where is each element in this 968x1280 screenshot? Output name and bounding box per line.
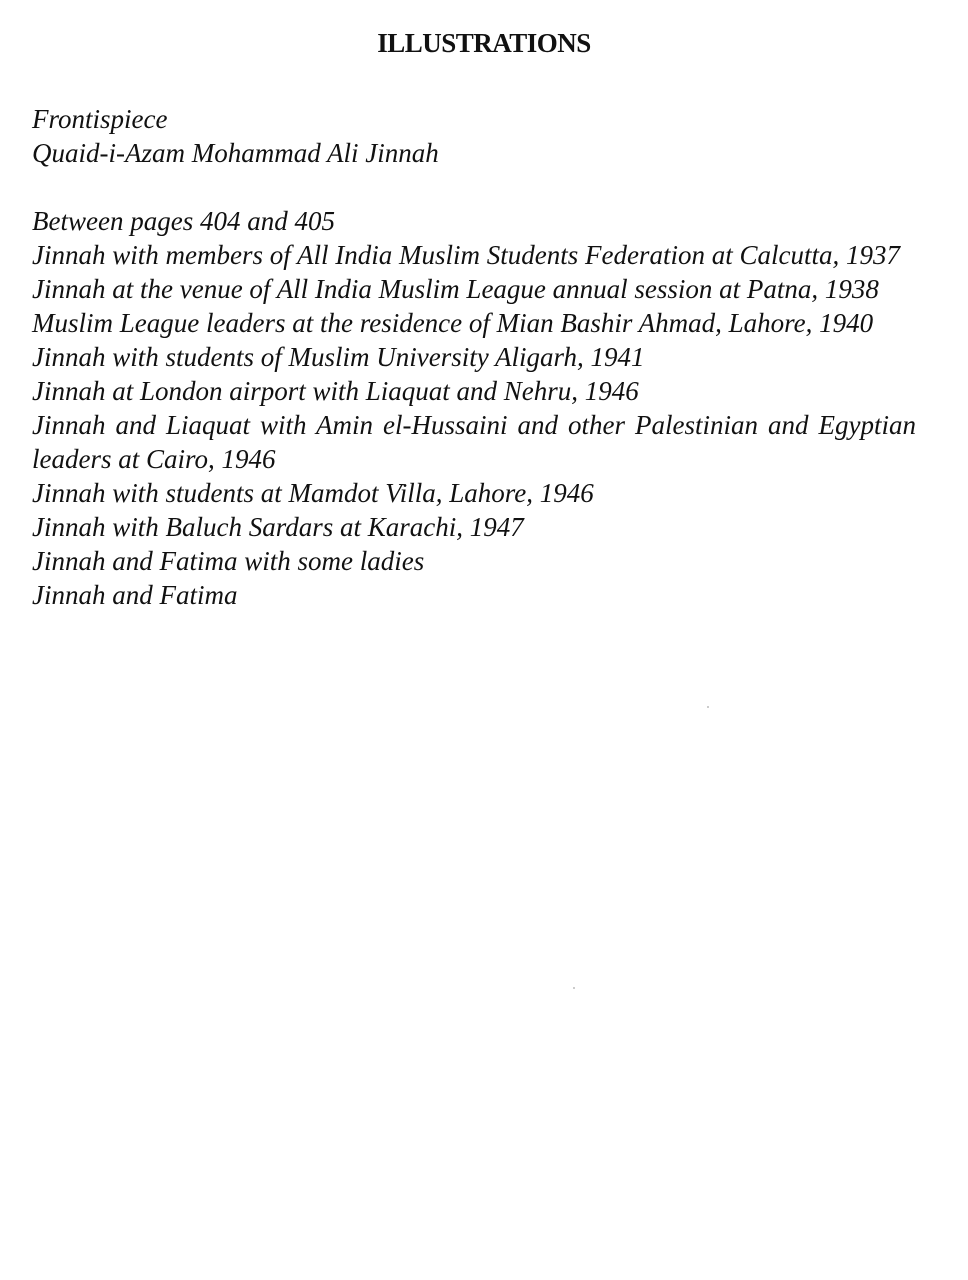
plate-entry: Jinnah and Liaquat with Amin el-Hussaini and other Palestinian and Egyptian leaders at Cairo, 1946 — [32, 410, 916, 474]
plate-entry: Muslim League leaders at the residence of Mian Bashir Ahmad, Lahore, 1940 — [32, 308, 874, 338]
scan-speck — [707, 706, 709, 708]
plate-entry: Jinnah at the venue of All India Muslim League annual session at Patna, 1938 — [32, 274, 879, 304]
plate-entry: Jinnah and Fatima with some ladies — [32, 546, 425, 576]
illustrations-list — [32, 102, 916, 612]
frontispiece-section — [32, 102, 916, 170]
plate-entry: Jinnah and Fatima — [32, 580, 238, 610]
plate-entry: Jinnah with Baluch Sardars at Karachi, 1947 — [32, 512, 524, 542]
plate-entry: Jinnah with students at Mamdot Villa, Lahore, 1946 — [32, 478, 594, 508]
plate-entry: Jinnah at London airport with Liaquat and Nehru, 1946 — [32, 376, 639, 406]
plates-heading: Between pages 404 and 405 — [32, 206, 335, 236]
frontispiece-caption: Quaid-i-Azam Mohammad Ali Jinnah — [32, 138, 439, 168]
plates-section — [32, 204, 916, 612]
page-title: ILLUSTRATIONS — [377, 28, 591, 58]
plate-entry: Jinnah with students of Muslim University Aligarh, 1941 — [32, 342, 645, 372]
frontispiece-heading: Frontispiece — [32, 104, 168, 134]
scan-speck — [573, 987, 575, 989]
plate-entry: Jinnah with members of All India Muslim Students Federation at Calcutta, 1937 — [32, 240, 900, 270]
